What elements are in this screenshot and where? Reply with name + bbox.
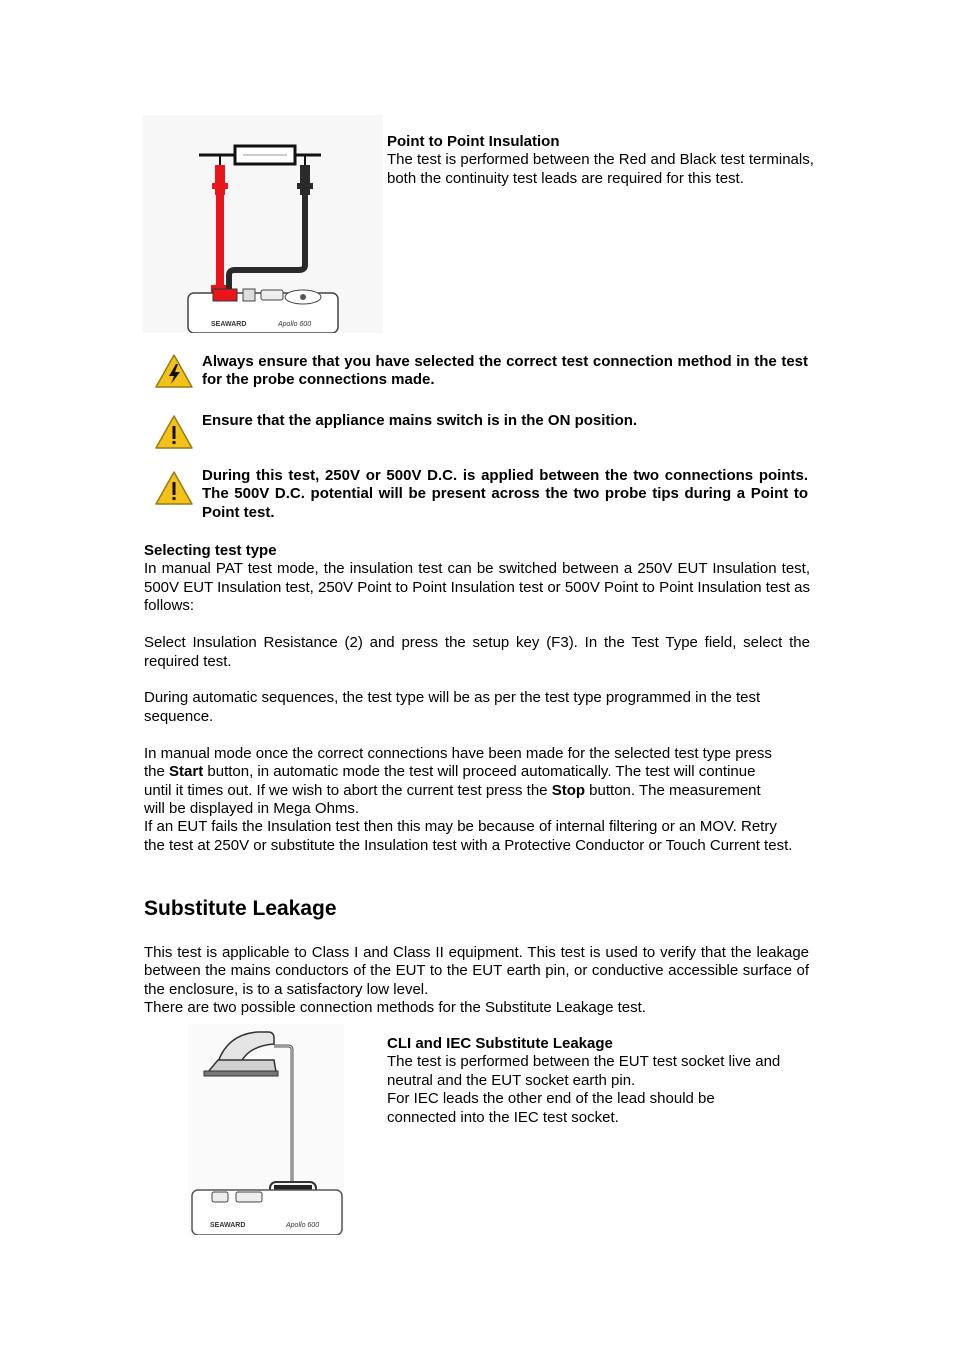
figure-brand-text: SEAWARD bbox=[210, 1222, 246, 1229]
figure-model-text: Apollo 600 bbox=[278, 321, 312, 328]
warning-text-3: During this test, 250V or 500V D.C. is applied between the two connections points. The 500V D.C. potential will be present across the two probe tips during a Point to Point test. bbox=[202, 467, 808, 521]
start-keyword: Start bbox=[169, 763, 204, 781]
warning-text-1: Always ensure that you have selected the correct test connection method in the test for the probe connections made. bbox=[202, 353, 808, 389]
point-to-point-heading: Point to Point Insulation bbox=[387, 133, 560, 150]
selecting-paragraph-5: If an EUT fails the Insulation test then this may be because of internal filtering or an MOV. Retry the test at 250V or substitute the Insulation test with a Protective Conductor or Touch Current test. bbox=[144, 818, 793, 854]
cli-iec-line-1: The test is performed between the EUT test socket live and neutral and the EUT socket earth pin. bbox=[387, 1053, 781, 1089]
selecting-paragraph-1: In manual PAT test mode, the insulation test can be switched between a 250V EUT Insulation test, 500V EUT Insulation test, 250V Point to Point Insulation test or 500V Point to Point Insulation test as follows: bbox=[144, 560, 810, 615]
cli-iec-heading: CLI and IEC Substitute Leakage bbox=[387, 1035, 613, 1052]
selecting-test-type-section bbox=[144, 542, 810, 855]
substitute-leakage-title: Substitute Leakage bbox=[144, 897, 337, 920]
figure-brand-text: SEAWARD bbox=[211, 321, 247, 328]
high-voltage-warning-icon bbox=[154, 353, 194, 389]
stop-keyword: Stop bbox=[551, 781, 586, 799]
point-to-point-text bbox=[387, 133, 817, 188]
selecting-paragraph-4: In manual mode once the correct connections have been made for the selected test type press the Start button, in automatic mode the test will proceed automatically. The test will continue until it times out. If we wish to abort the current test press the Stop button. The measurement will be displayed in Mega Ohms. bbox=[144, 744, 772, 817]
substitute-paragraph-2: There are two possible connection methods for the Substitute Leakage test. bbox=[144, 999, 646, 1017]
selecting-heading: Selecting test type bbox=[144, 542, 277, 559]
figure-model-text: Apollo 600 bbox=[286, 1222, 320, 1229]
selecting-paragraph-3: During automatic sequences, the test type will be as per the test type programmed in the test sequence. bbox=[144, 689, 761, 725]
substitute-leakage-intro bbox=[144, 944, 809, 1018]
substitute-paragraph-1: This test is applicable to Class I and Class II equipment. This test is used to verify that the leakage between the mains conductors of the EUT to the EUT earth pin, or conductive accessible surface of the enclosure, is to a satisfactory low level. bbox=[144, 944, 809, 998]
point-to-point-figure bbox=[143, 115, 383, 333]
selecting-paragraph-2: Select Insulation Resistance (2) and press the setup key (F3). In the Test Type field, select the required test. bbox=[144, 634, 810, 670]
point-to-point-body: The test is performed between the Red and Black test terminals, both the continuity test leads are required for this test. bbox=[387, 151, 814, 187]
warning-text-2: Ensure that the appliance mains switch is in the ON position. bbox=[202, 412, 638, 429]
substitute-leakage-figure bbox=[188, 1024, 344, 1235]
cli-iec-text bbox=[387, 1035, 817, 1127]
cli-iec-line-2: For IEC leads the other end of the lead should be connected into the IEC test socket. bbox=[387, 1090, 715, 1126]
caution-warning-icon bbox=[154, 414, 194, 450]
caution-warning-icon bbox=[154, 470, 194, 506]
